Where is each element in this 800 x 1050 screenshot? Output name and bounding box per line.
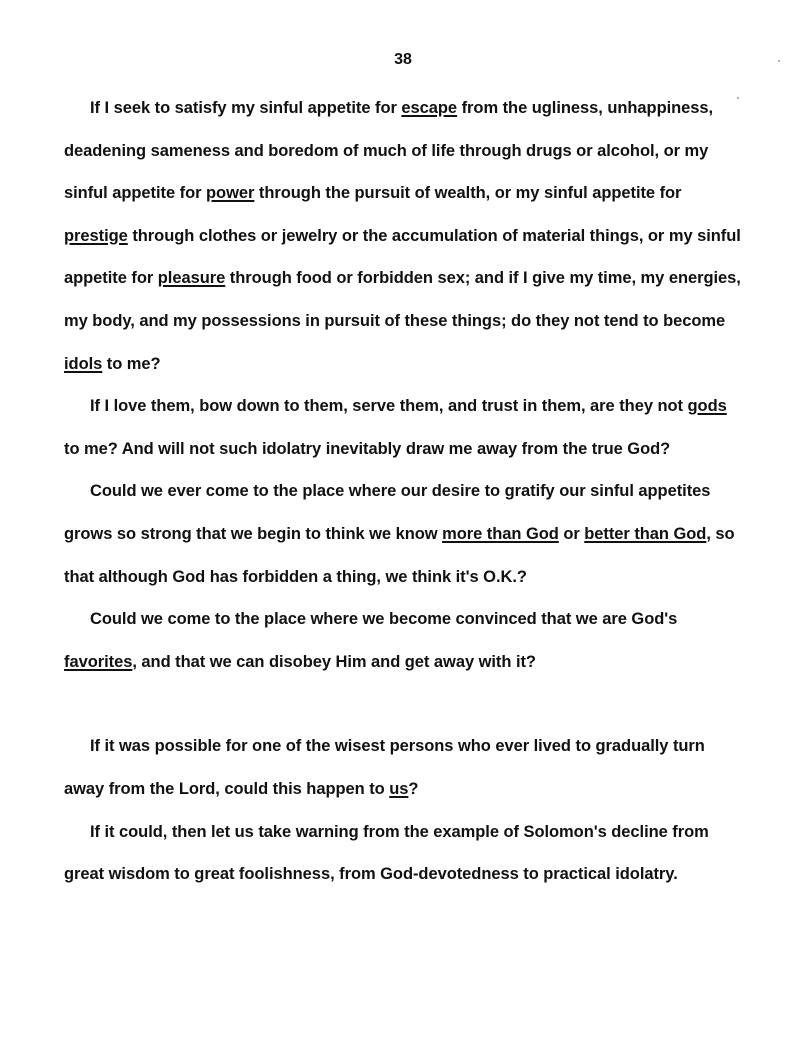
- scan-speck: [778, 60, 780, 62]
- page-number: 38: [394, 51, 412, 68]
- text-run: through the pursuit of wealth, or my sinful appetite for: [254, 184, 682, 203]
- underlined-phrase: prestige: [64, 226, 128, 245]
- text-run: If it was possible for one of the wisest persons who ever lived to gradually turn away from the Lord, could this happen to: [64, 737, 705, 798]
- paragraph: [64, 725, 744, 810]
- underlined-phrase: more than God: [442, 524, 559, 543]
- underlined-phrase: power: [206, 184, 255, 203]
- underlined-phrase: better than God: [584, 524, 707, 543]
- text-run: If it could, then let us take warning from the example of Solomon's decline from great wisdom to great foolishness, from God-devotedness to practical idolatry.: [64, 822, 709, 884]
- text-run: through food or forbidden sex; and if I give my time, my energies, my body, and my possessions in pursuit of these things; do they not tend to become: [64, 269, 741, 330]
- text-run: from the ugliness, unhappiness, deadening sameness and boredom of much of life through drugs or alcohol, or my sinful appetite for: [64, 99, 714, 203]
- body-text: [64, 87, 744, 896]
- underlined-phrase: idols: [64, 354, 103, 373]
- paragraph: [64, 811, 744, 896]
- underlined-phrase: escape: [401, 99, 458, 117]
- text-run: to me? And will not such idolatry inevitably draw me away from the true God?: [64, 439, 671, 458]
- underlined-phrase: us: [389, 779, 409, 798]
- paragraph: [64, 470, 744, 598]
- scan-speck: [737, 97, 739, 99]
- paragraph: [64, 598, 744, 683]
- underlined-phrase: gods: [687, 397, 727, 416]
- text-run: , so that although God has forbidden a thing, we think it's O.K.?: [64, 524, 735, 586]
- underlined-phrase: pleasure: [157, 269, 226, 288]
- paragraph: [64, 385, 744, 470]
- underlined-phrase: favorites: [64, 652, 133, 671]
- text-run: Could we ever come to the place where our desire to gratify our sinful appetites grows so strong that we begin to think we know: [64, 482, 711, 543]
- text-run: If I seek to satisfy my sinful appetite for: [90, 99, 402, 117]
- text-run: If I love them, bow down to them, serve them, and trust in them, are they not: [90, 397, 688, 416]
- paragraph: [64, 87, 744, 385]
- text-run: or: [558, 524, 585, 543]
- text-run: ?: [408, 779, 419, 798]
- text-run: to me?: [102, 354, 161, 373]
- text-run: Could we come to the place where we become convinced that we are God's: [90, 610, 678, 629]
- text-run: , and that we can disobey Him and get away with it?: [132, 652, 536, 671]
- text-run: through clothes or jewelry or the accumulation of material things, or my sinful appetite for: [64, 226, 741, 288]
